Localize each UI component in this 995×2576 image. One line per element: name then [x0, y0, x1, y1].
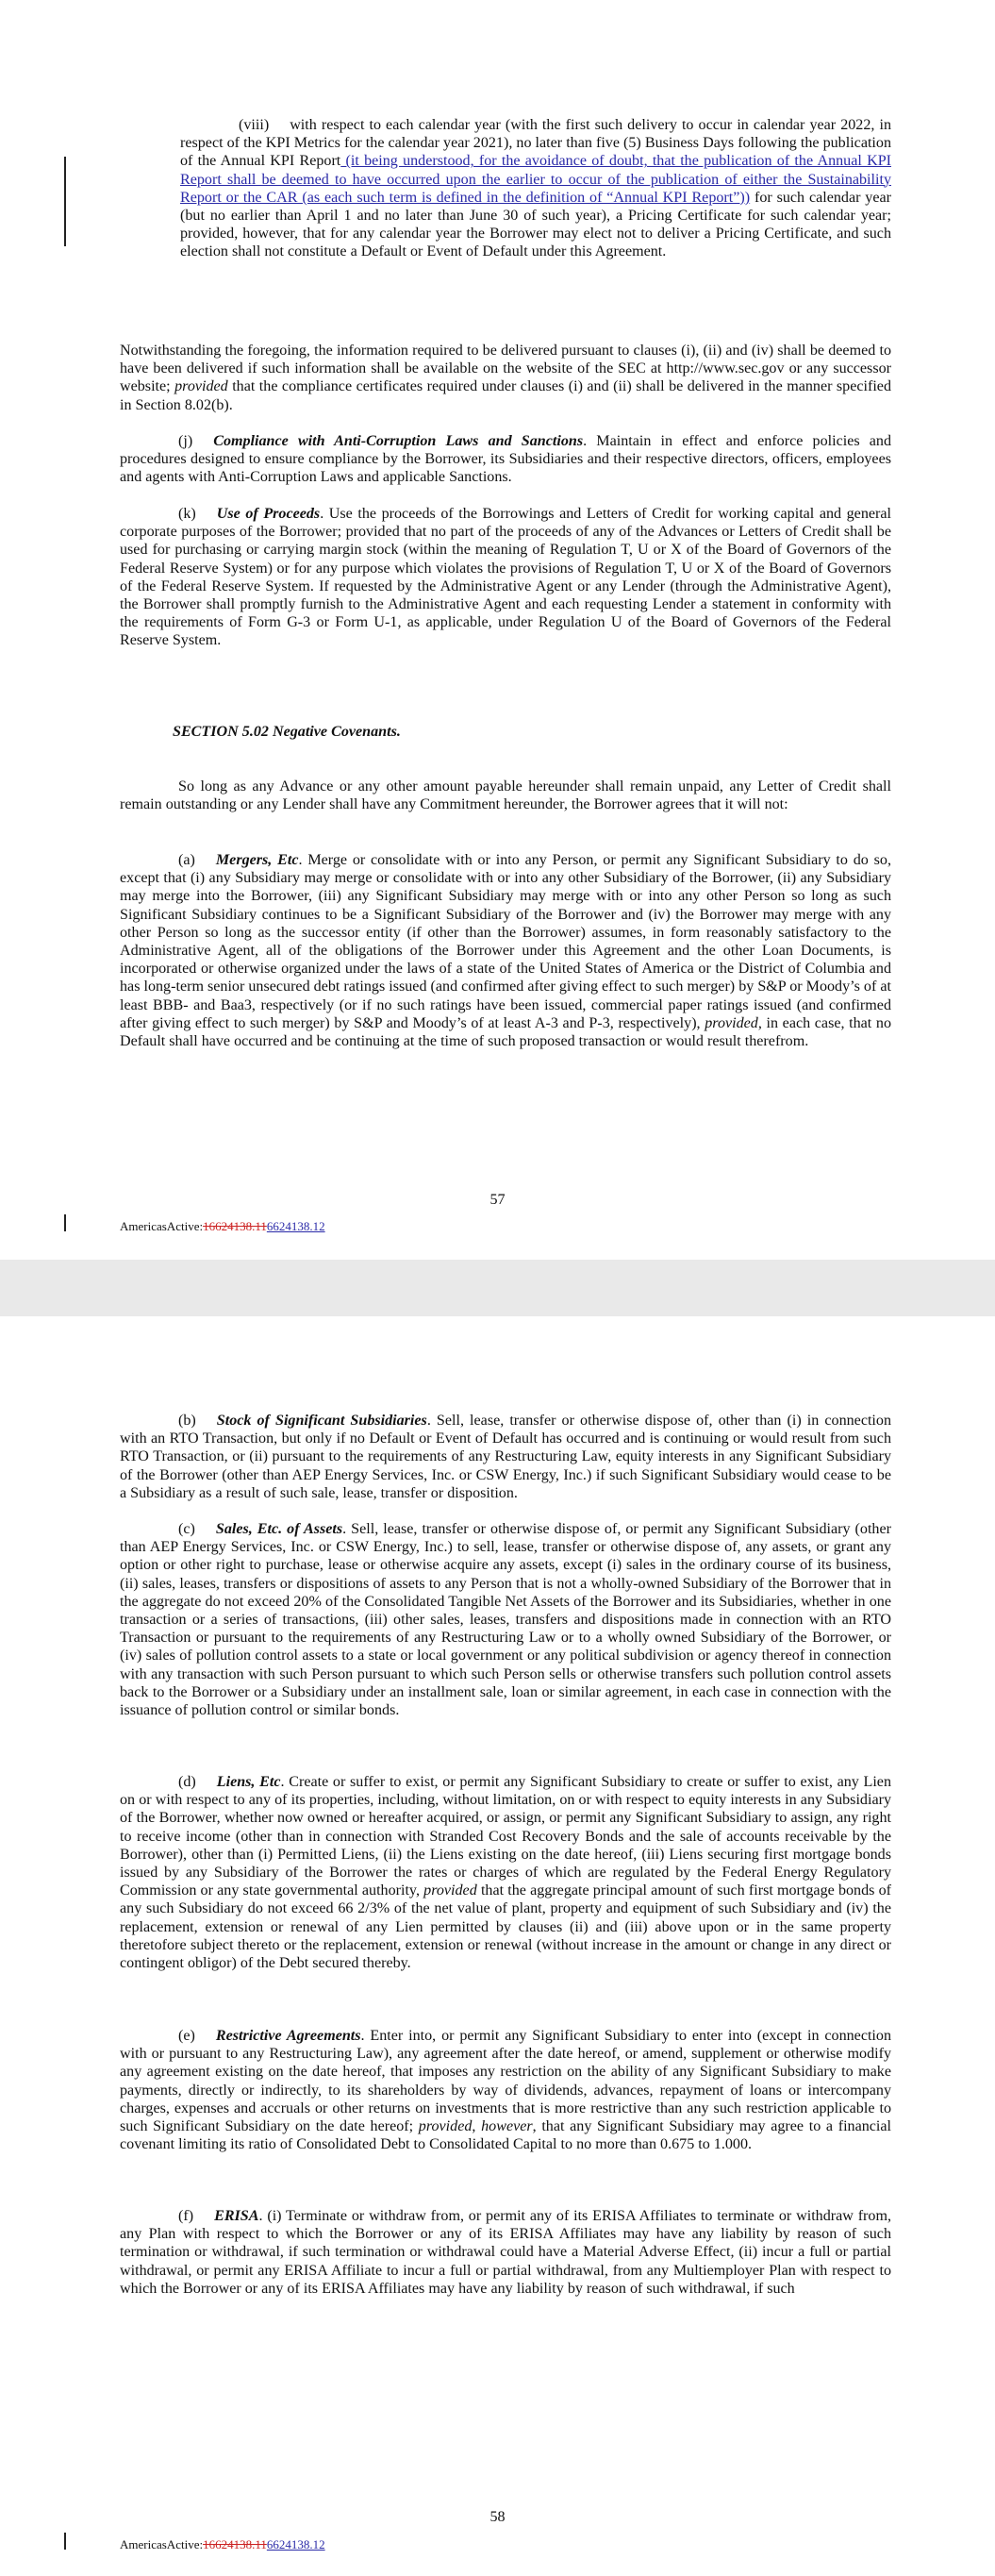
page-number: 57	[489, 1192, 506, 1208]
page-58	[0, 1316, 995, 2576]
deleted-text: 16624138.11	[203, 1219, 267, 1233]
section-heading: SECTION 5.02 Negative Covenants.	[173, 724, 401, 740]
clause-k: (k) Use of Proceeds. Use the proceeds of the Borrowings and Letters of Credit for working capital and general corporate purposes of the Borrower; provided that no part of the proceeds of any of the Advances or Letters of Credit shall be used for purchasing or carrying margin stock (within the meaning of Regulation T, U or X of the Board of Governors of the Federal Reserve System) or for any purpose which violates the provisions of Regulation T, U or X of the Board of Governors of the Federal Reserve System. If requested by the Administrative Agent or any Lender (through the Administrative Agent), the Borrower shall promptly furnish to the Administrative Agent and each requesting Lender a statement in conformity with the requirements of Form G-3 or Form U-1, as applicable, under Regulation U of the Board of Governors of the Federal Reserve System.	[120, 506, 891, 649]
notwithstanding-paragraph: Notwithstanding the foregoing, the information required to be delivered pursuant to clauses (i), (ii) and (iv) shall be deemed to have been delivered if such information shall be available on the website of the SEC at http://www.sec.gov or any successor website; provided that the compliance certificates required under clauses (i) and (ii) shall be delivered in the manner specified in Section 8.02(b).	[120, 343, 892, 413]
clause-title: Restrictive Agreements	[215, 2028, 361, 2044]
clause-e: (e) Restrictive Agreements. Enter into, or permit any Significant Subsidiary to enter into (except in connection with or pursuant to any Restructuring Law), any agreement after the date hereof, or amend, supplement or otherwise modify any agreement existing on the date hereof, that imposes any restriction on the ability of any Significant Subsidiary to make payments, directly or indirectly, to its shareholders by way of dividends, advances, repayment of loans or intercompany charges, expenses and accruals or other returns on investments that is more restrictive than any such restriction applicable to such Significant Subsidiary on the date hereof; provided, however, that any Significant Subsidiary may agree to a financial covenant limiting its ratio of Consolidated Debt to Consolidated Capital to no more than 0.675 to 1.000.	[120, 2028, 892, 2153]
clause-title: Liens, Etc	[216, 1774, 281, 1790]
clause-text: for such calendar year (but no earlier than April 1 and no later than June 30 of such year), a Pricing Certificate for such calendar year; provided, however, that for any calendar year the Borrower may elect not to deliver a Pricing Certificate, and such election shall not constitute a Default or Event of Default under this Agreement.	[180, 189, 891, 260]
change-bar	[64, 157, 66, 246]
so-long-paragraph: So long as any Advance or any other amount payable hereunder shall remain unpaid, any Letter of Credit shall remain outstanding or any Lender shall have any Commitment hereunder, the Borrower agrees that it will not:	[120, 778, 891, 813]
clause-title: Compliance with Anti-Corruption Laws and Sanctions	[213, 433, 584, 449]
page-57	[0, 0, 995, 1260]
clause-d: (d) Liens, Etc. Create or suffer to exist, or permit any Significant Subsidiary to create or suffer to exist, any Lien on or with respect to any of its properties, including, without limitation, on or with respect to equity interests in any Subsidiary of the Borrower, whether now owned or hereafter acquired, or assign, or permit any Significant Subsidiary to assign, any right to receive income (other than in connection with Stranded Cost Recovery Bonds and the sale of accounts receivable by the Borrower), other than (i) Permitted Liens, (ii) the Liens existing on the date hereof, (iii) Liens securing first mortgage bonds issued by any Subsidiary of the Borrower the rates or charges of which are regulated by the Federal Energy Regulatory Commission or any state governmental authority, provided that the aggregate principal amount of such first mortgage bonds of any such Subsidiary do not exceed 66 2/3% of the net value of plant, property and equipment of such Subsidiary and (iv) the replacement, extension or renewal of any Lien permitted by clauses (ii) and (iii) above upon or in the same property theretofore subject thereto or the replacement, extension or renewal (without increase in the amount or change in any direct or contingent obligor) of the Debt secured thereby.	[120, 1774, 891, 1972]
change-bar	[64, 2533, 66, 2550]
inserted-text: 6624138.12	[266, 2537, 325, 2551]
clause-f: (f) ERISA. (i) Terminate or withdraw from, or permit any of its ERISA Affiliates to terminate or withdraw from, any Plan with respect to which the Borrower or any of its ERISA Affiliates may have any liability by reason of such termination or withdrawal, if such termination or withdrawal could have a Material Adverse Effect, (ii) incur a full or partial withdrawal, or permit any ERISA Affiliate to incur a full or partial withdrawal, from any Multiemployer Plan with respect to which the Borrower or any of its ERISA Affiliates may have any liability by reason of such withdrawal, if such	[120, 2208, 891, 2297]
clause-title: ERISA	[214, 2208, 259, 2224]
deleted-text: 16624138.11	[203, 2537, 267, 2551]
inserted-text: (it being understood, for the avoidance of doubt, that the publication of the Annual KPI Report shall be deemed to have occurred upon the earlier to occur of the publication of either the Sustainability Report or the CAR (as each such term is defined in the definition of “Annual KPI Report”))	[180, 153, 891, 206]
clause-title: Mergers, Etc	[215, 852, 299, 868]
footer-doc-id: AmericasActive:16624138.116624138.12	[120, 2537, 325, 2551]
page-number: 58	[489, 2509, 506, 2525]
clause-title: Stock of Significant Subsidiaries	[216, 1413, 427, 1429]
clause-label: (viii)	[239, 117, 270, 133]
clause-title: Sales, Etc. of Assets	[215, 1521, 343, 1537]
clause-viii	[180, 116, 891, 261]
clause-a: (a) Mergers, Etc. Merge or consolidate with or into any Person, or permit any Significant Subsidiary to do so, except that (i) any Subsidiary may merge or consolidate with or into any other Subsidiary of the Borrower, (ii) any Subsidiary may merge into the Borrower, (iii) any Significant Subsidiary may merge with or into any other Person so long as such Significant Subsidiary continues to be a Significant Subsidiary of the Borrower and (iv) the Borrower may merge with any other Person so long as the successor entity (if other than the Borrower) assumes, in form reasonably satisfactory to the Administrative Agent, all of the obligations of the Borrower under this Agreement and the other Loan Documents, is incorporated or otherwise organized under the laws of a state of the United States of America or the District of Columbia and has long-term senior unsecured debt ratings issued (and confirmed after giving effect to such merger) by S&P or Moody’s of at least BBB- and Baa3, respectively (or if no such ratings have been issued, commercial paper ratings issued (and confirmed after giving effect to such merger) by S&P and Moody’s of at least A-3 and P-3, respectively), provided, in each case, that no Default shall have occurred and be continuing at the time of such proposed transaction or would result therefrom.	[120, 852, 892, 1050]
clause-c: (c) Sales, Etc. of Assets. Sell, lease, transfer or otherwise dispose of, or permit any Significant Subsidiary (other than AEP Energy Services, Inc. or CSW Energy, Inc.) to sell, lease, transfer or otherwise dispose of, any assets, or grant any option or other right to purchase, lease or otherwise acquire any assets, except (i) sales in the ordinary course of its business, (ii) sales, leases, transfers or dispositions of assets to any Person that is not a wholly-owned Subsidiary of the Borrower that in the aggregate do not exceed 20% of the Consolidated Tangible Net Assets of the Borrower and its Subsidiaries, whether in one transaction or a series of transactions, (iii) other sales, leases, transfers and dispositions made in connection with an RTO Transaction or pursuant to the requirements of any Restructuring Law or to a wholly owned Subsidiary of the Borrower, or (iv) sales of pollution control assets to a state or local government or any political subdivision or agency thereof in connection with any transaction with such Person pursuant to which such Person sells or otherwise transfers such pollution control assets back to the Borrower or a Subsidiary under an installment sale, loan or similar agreement, in each case in connection with the issuance of pollution control or similar bonds.	[120, 1521, 891, 1719]
change-bar	[64, 1214, 66, 1231]
clause-title: Use of Proceeds	[216, 506, 321, 522]
clause-text: with respect to each calendar year (with the first such delivery to occur in calendar year 2022, in respect of the KPI Metrics for the calendar year 2021), no later than five (5) Business Days following the publication of the Annual KPI Report	[180, 117, 891, 170]
inserted-text: 6624138.12	[266, 1219, 325, 1233]
footer-doc-id: AmericasActive:16624138.116624138.12	[120, 1219, 325, 1233]
clause-j: (j) Compliance with Anti-Corruption Laws and Sanctions. Maintain in effect and enforce policies and procedures designed to ensure compliance by the Borrower, its Subsidiaries and their respective directors, officers, employees and agents with Anti-Corruption Laws and applicable Sanctions.	[120, 433, 891, 486]
clause-b: (b) Stock of Significant Subsidiaries. Sell, lease, transfer or otherwise dispose of, other than (i) in connection with an RTO Transaction, but only if no Default or Event of Default has occurred and is continuing or would result from such RTO Transaction, or (ii) pursuant to the requirements of any Restructuring Law, equity interests in any Significant Subsidiary of the Borrower (other than AEP Energy Services, Inc. or CSW Energy, Inc.) if such Significant Subsidiary would cease to be a Subsidiary as a result of such sale, lease, transfer or disposition.	[120, 1413, 891, 1501]
